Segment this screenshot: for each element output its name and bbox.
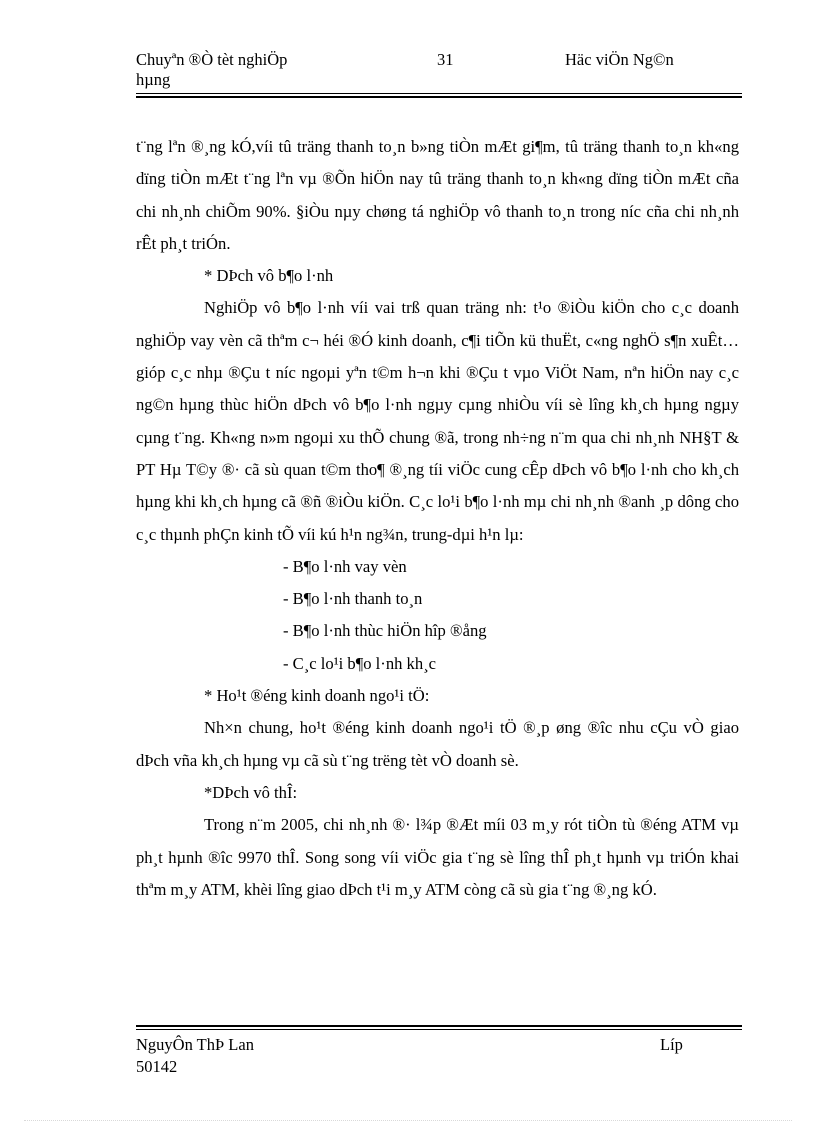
header-institution: Häc viÖn Ng©n bbox=[565, 50, 674, 69]
footer-author bbox=[136, 1034, 254, 1078]
footer-rule-thin bbox=[136, 1029, 742, 1030]
page-edge-divider bbox=[24, 1120, 792, 1121]
header-title bbox=[136, 50, 336, 90]
header-title-line1: Chuyªn ®Ò tèt nghiÖp bbox=[136, 50, 288, 69]
page-header bbox=[136, 50, 742, 94]
paragraph: t¨ng lªn ®¸ng kÓ,víi tû träng thanh to¸n b»ng tiÒn mÆt gi¶m, tû träng thanh to¸n kh«ng dïng tiÒn mÆt t¨ng lªn vµ ®Õn hiÖn nay tû träng thanh to¸n kh«ng dïng tiÒn mÆt cña chi nh¸nh chiÕm 90%. §iÒu nµy chøng tá nghiÖp vô thanh to¸n trong níc cña chi nh¸nh rÊt ph¸t triÓn. bbox=[136, 137, 739, 253]
header-rule-thick bbox=[136, 96, 742, 98]
body-text bbox=[136, 131, 739, 906]
list-item: - B¶o l·nh thùc hiÖn hîp ®ång bbox=[283, 621, 487, 641]
footer-rule-thick bbox=[136, 1025, 742, 1027]
list-item: - B¶o l·nh vay vèn bbox=[283, 556, 407, 576]
page-number: 31 bbox=[437, 50, 454, 69]
paragraph: Nh×n chung, ho¹t ®éng kinh doanh ngo¹i tÖ ®¸p øng ®îc nhu cÇu vÒ giao dÞch vña kh¸ch hµng vµ cã sù t¨ng trëng tèt vÒ doanh sè. bbox=[136, 718, 739, 770]
list-item: - B¶o l·nh thanh to¸n bbox=[283, 589, 423, 609]
header-title-line2: hµng bbox=[136, 70, 171, 89]
footer-student-id: 50142 bbox=[136, 1057, 178, 1076]
section-heading: * DÞch vô b¶o l·nh bbox=[204, 266, 334, 286]
section-heading: * Ho¹t ®éng kinh doanh ngo¹i tÖ: bbox=[204, 686, 430, 706]
list-item: - C¸c lo¹i b¶o l·nh kh¸c bbox=[283, 653, 437, 673]
paragraph: Trong n¨m 2005, chi nh¸nh ®· l¾p ®Æt míi 03 m¸y rót tiÒn tù ®éng ATM vµ ph¸t hµnh ®îc 9970 thÎ. Song song víi viÖc gia t¨ng sè lîng thÎ ph¸t hµnh vµ triÓn khai thªm m¸y ATM, khèi lîng giao dÞch t¹i m¸y ATM còng cã sù gia t¨ng ®¸ng kÓ. bbox=[136, 815, 739, 899]
paragraph: NghiÖp vô b¶o l·nh víi vai trß quan träng nh: t¹o ®iÒu kiÖn cho c¸c doanh nghiÖp vay vèn cã thªm c¬ héi ®Ó kinh doanh, c¶i tiÕn kü thuËt, c«ng nghÖ s¶n xuÊt… gióp c¸c nhµ ®Çu t níc ngoµi yªn t©m h¬n khi ®Çu t vµo ViÖt Nam, nªn hiÖn nay c¸c ng©n hµng thùc hiÖn dÞch vô b¶o l·nh ngµy cµng nhiÒu víi sè lîng kh¸ch hµng ngµy cµng t¨ng. Kh«ng n»m ngoµi xu thÕ chung ®ã, trong nh÷ng n¨m qua chi nh¸nh NH§T & PT Hµ T©y ®· cã sù quan t©m tho¶ ®¸ng tíi viÖc cung cÊp dÞch vô b¶o l·nh cho kh¸ch hµng khi kh¸ch hµng cã ®ñ ®iÒu kiÖn. C¸c lo¹i b¶o l·nh mµ chi nh¸nh ®anh ¸p dông cho c¸c thµnh phÇn kinh tÕ víi kú h¹n ng¾n, trung-dµi h¹n lµ: bbox=[136, 298, 739, 544]
footer-class: Líp bbox=[660, 1035, 683, 1054]
header-rule-thin bbox=[136, 93, 742, 94]
section-heading: *DÞch vô thÎ: bbox=[204, 782, 298, 802]
footer-author-name: NguyÔn ThÞ Lan bbox=[136, 1035, 254, 1054]
